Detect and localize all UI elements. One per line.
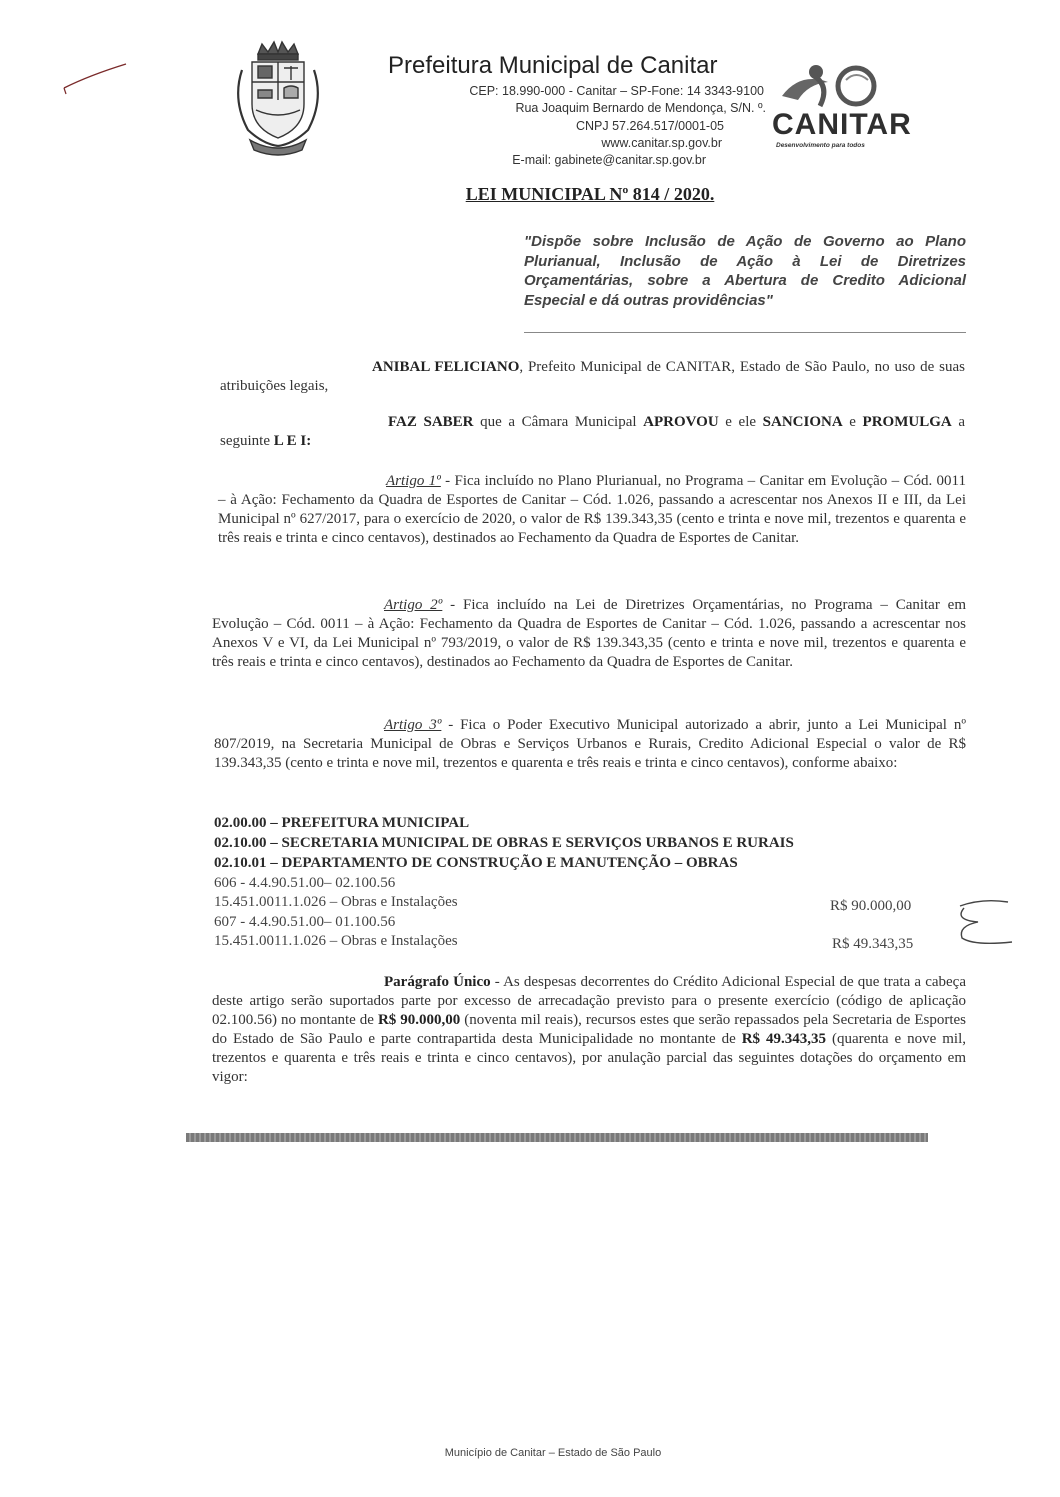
municipal-coat-of-arms-icon [228, 40, 328, 160]
article-3-label: Artigo 3º [384, 717, 442, 733]
email-line: E-mail: gabinete@canitar.sp.gov.br [512, 153, 706, 167]
handwritten-mark-icon [952, 894, 1022, 950]
promulga: PROMULGA [862, 414, 952, 430]
article-2-label: Artigo 2º [384, 597, 443, 613]
org-name: Prefeitura Municipal de Canitar [388, 52, 718, 79]
mayor-name: ANIBAL FELICIANO [372, 359, 520, 375]
allocation-heading-3: 02.10.01 – DEPARTAMENTO DE CONSTRUÇÃO E MANUTENÇÃO – OBRAS [214, 855, 738, 871]
article-3-text: - Fica o Poder Executivo Municipal autorizado a abrir, junto a Lei Municipal nº 807/2019, na Secretaria Municipal de Obras e Serviços Urbanos e Rurais, Credito Adicional Especial o valor de R$ 139.343,35 (cento e trinta e nove mil, trezentos e quarenta e três reais e trinta e cinco centavos), conforme abaixo: [214, 717, 966, 771]
article-3 [214, 716, 966, 773]
website-line: www.canitar.sp.gov.br [601, 136, 722, 150]
logo-wordmark: CANITAR [772, 108, 912, 141]
sole-paragraph-amount-1: R$ 90.000,00 [377, 1012, 461, 1028]
allocation-value-1: R$ 90.000,00 [830, 898, 912, 914]
sole-paragraph-text-2: (noventa mil reais), recursos estes que serão repassados pela Secretaria de Esportes do Estado de São Paulo e parte contrapartida desta Municipalidade no montante de [212, 1012, 966, 1047]
allocation-row-606: 606 - 4.4.90.51.00– 02.100.56 [214, 875, 396, 891]
preamble [220, 358, 965, 396]
allocation-row-607: 607 - 4.4.90.51.00– 01.100.56 [214, 914, 396, 930]
allocation-heading-1: 02.00.00 – PREFEITURA MUNICIPAL [214, 815, 470, 831]
footer-divider-bar [186, 1133, 928, 1142]
enactment-text-3: e [842, 414, 863, 430]
law-summary: "Dispõe sobre Inclusão de Ação de Governo ao Plano Plurianual, Inclusão de Ação à Lei de Diretrizes Orçamentárias, sobre a Abertura de Credito Adicional Especial e dá outras providências" [524, 233, 966, 309]
sanciona: SANCIONA [762, 414, 843, 430]
logo-tagline: Desenvolvimento para todos [776, 142, 865, 149]
law-title: LEI MUNICIPAL Nº 814 / 2020. [465, 184, 715, 204]
enactment-text-1: que a Câmara Municipal [473, 414, 644, 430]
sole-paragraph-text-1: - As despesas decorrentes do Crédito Adicional Especial de que trata a cabeça deste artigo serão suportados parte por excesso de arrecadação previsto para o presente exercício (código de aplicação 02.100.56) no montante de [212, 974, 966, 1028]
address-line: Rua Joaquim Bernardo de Mendonça, S/N. º. [515, 101, 766, 115]
cnpj-line: CNPJ 57.264.517/0001-05 [575, 119, 724, 133]
enactment-text-2: e ele [718, 414, 763, 430]
article-2 [212, 596, 966, 672]
article-1-text: - Fica incluído no Plano Plurianual, no Programa – Canitar em Evolução – Cód. 0011 – à Ação: Fechamento da Quadra de Esportes de Canitar – Cód. 1.026, passando a acrescentar nos Anexos II e III, da Lei Municipal nº 627/2017, para o exercício de 2020, o valor de R$ 139.343,35 (cento e trinta e nove mil, trezentos e quarenta e três reais e trinta e cinco centavos), destinados ao Fechamento da Quadra de Esportes de Canitar. [218, 473, 966, 546]
preamble-text: , Prefeito Municipal de CANITAR, Estado de São Paulo, no uso de suas atribuições legais, [220, 359, 965, 394]
enactment-clause [220, 413, 965, 451]
article-1 [218, 472, 966, 548]
sole-paragraph-label: Parágrafo Único [384, 974, 491, 990]
cep-phone-line: CEP: 18.990-000 - Canitar – SP-Fone: 14 3343-9100 [469, 84, 764, 98]
aprovou: APROVOU [643, 414, 719, 430]
allocation-row-obras-1: 15.451.0011.1.026 – Obras e Instalações [214, 894, 458, 910]
faz-saber: FAZ SABER [388, 414, 474, 430]
sole-paragraph-amount-2: R$ 49.343,35 [741, 1031, 826, 1047]
lei-label: L E I: [273, 433, 312, 449]
allocation-value-2: R$ 49.343,35 [832, 936, 914, 952]
pen-stroke-mark [60, 58, 130, 98]
article-1-label: Artigo 1º [386, 473, 441, 489]
article-2-text: - Fica incluído na Lei de Diretrizes Orçamentárias, no Programa – Canitar em Evolução – Cód. 0011 – à Ação: Fechamento da Quadra de Esportes de Canitar – Cód. 1.026, passando a acrescentar nos Anexos V e VI, da Lei Municipal nº 793/2019, o valor de R$ 139.343,35 (cento e trinta e nove mil, trezentos e quarenta e três reais e trinta e cinco centavos), destinados ao Fechamento da Quadra de Esportes de Canitar. [212, 597, 966, 670]
enactment-text-4: a seguinte [220, 414, 965, 449]
sole-paragraph [212, 973, 966, 1087]
allocation-heading-2: 02.10.00 – SECRETARIA MUNICIPAL DE OBRAS E SERVIÇOS URBANOS E RURAIS [214, 835, 794, 851]
summary-divider [524, 332, 966, 333]
sole-paragraph-text-3: (quarenta e nove mil, trezentos e quarenta e três reais e trinta e cinco centavos), por anulação parcial das seguintes dotações do orçamento em vigor: [212, 1031, 967, 1085]
page-footer: Município de Canitar – Estado de São Paulo [444, 1447, 662, 1459]
allocation-row-obras-2: 15.451.0011.1.026 – Obras e Instalações [214, 933, 458, 949]
